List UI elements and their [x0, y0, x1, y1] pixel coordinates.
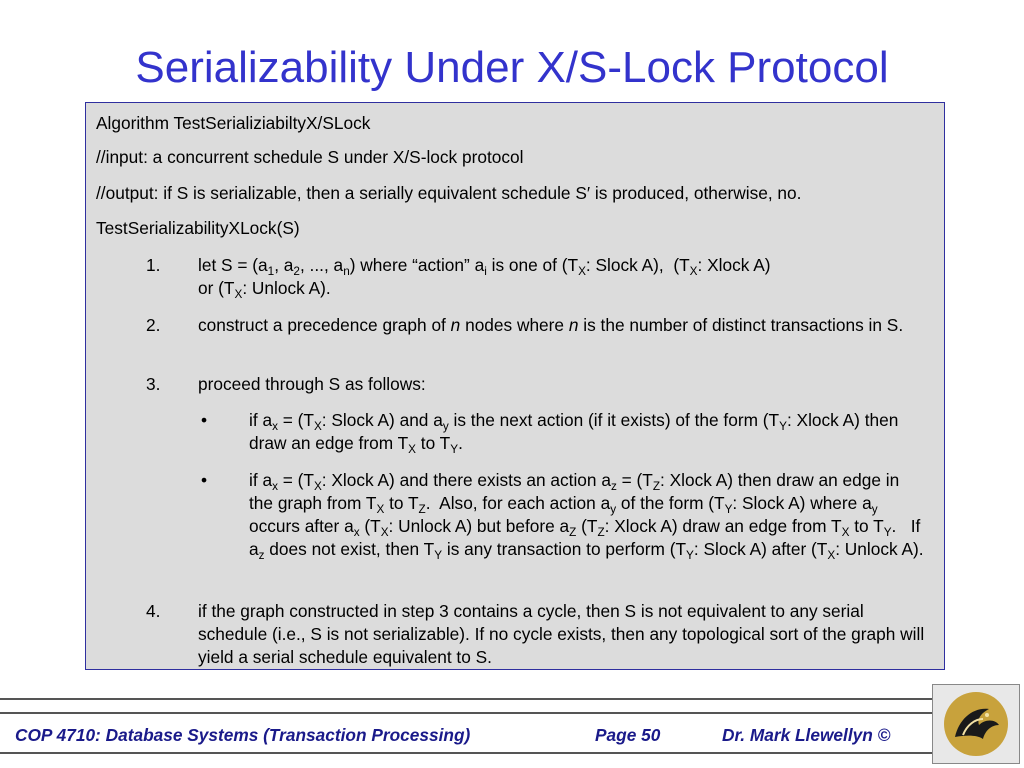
output-line: //output: if S is serializable, then a serially equivalent schedule S′ is produced, otherwise, no. [96, 183, 802, 203]
ucf-pegasus-icon [932, 684, 1020, 764]
footer-page-number: Page 50 [595, 725, 661, 745]
footer-divider [0, 698, 932, 700]
footer-author: Dr. Mark Llewellyn © [722, 725, 891, 745]
step-text: let $S = (a_1$, $a_2$, ..., $a_n$) where “action” $a_i$ is one of ($T_X$: Slock A), ($T_X$: Xlock A) or ($T_X$: Unlock A). [198, 255, 771, 301]
bullet-icon: • [201, 470, 208, 490]
step-number: 2. [146, 315, 161, 335]
input-line: //input: a concurrent schedule S under X/S-lock protocol [96, 147, 524, 167]
step-number: 4. [146, 601, 161, 621]
bullet-icon: • [201, 410, 208, 430]
bullet-text: if $a_x = (T_X$: Slock A) and $a_y$ is the next action (if it exists) of the form ($T_Y$: Xlock A) then draw an edge from $T_X$ to $T_Y$. [249, 410, 899, 456]
footer-course: COP 4710: Database Systems (Transaction Processing) [15, 725, 471, 745]
footer [0, 723, 930, 747]
slide-title: Serializability Under X/S-Lock Protocol [135, 43, 889, 92]
footer-divider [0, 712, 932, 714]
algorithm-name: Algorithm TestSerializiabiltyX/SLock [96, 113, 371, 133]
algorithm-box [85, 102, 945, 670]
step-text: construct a precedence graph of n nodes where n is the number of distinct transactions in S. [198, 315, 904, 335]
bullet-text: if $a_x = (T_X$: Xlock A) and there exists an action $a_z = (T_Z$: Xlock A) then draw an edge in the graph from $T_X$ to $T_Z$. Also, for each action $a_y$ of the form ($T_Y$: Slock A) where $a_y$ occurs after $a_x$ ($T_X$: Unlock A) but before $a_Z$ ($T_Z$: Xlock A) draw an edge from $T_X$ to $T_Y$. If $a_z$ does not exist, then $T_Y$ is any transaction to perform ($T_Y$: Slock A) after ($T_X$: Unlock A). [249, 470, 924, 562]
footer-divider [0, 752, 932, 754]
function-name: TestSerializabilityXLock(S) [96, 218, 300, 238]
step-text: if the graph constructed in step 3 contains a cycle, then S is not equivalent to any serial schedule (i.e., S is not serializable). If no cycle exists, then any topological sort of the graph will yield a serial schedule equivalent to S. [198, 601, 925, 667]
step-text: proceed through S as follows: [198, 374, 426, 394]
step-number: 3. [146, 374, 161, 394]
step-number: 1. [146, 255, 161, 275]
